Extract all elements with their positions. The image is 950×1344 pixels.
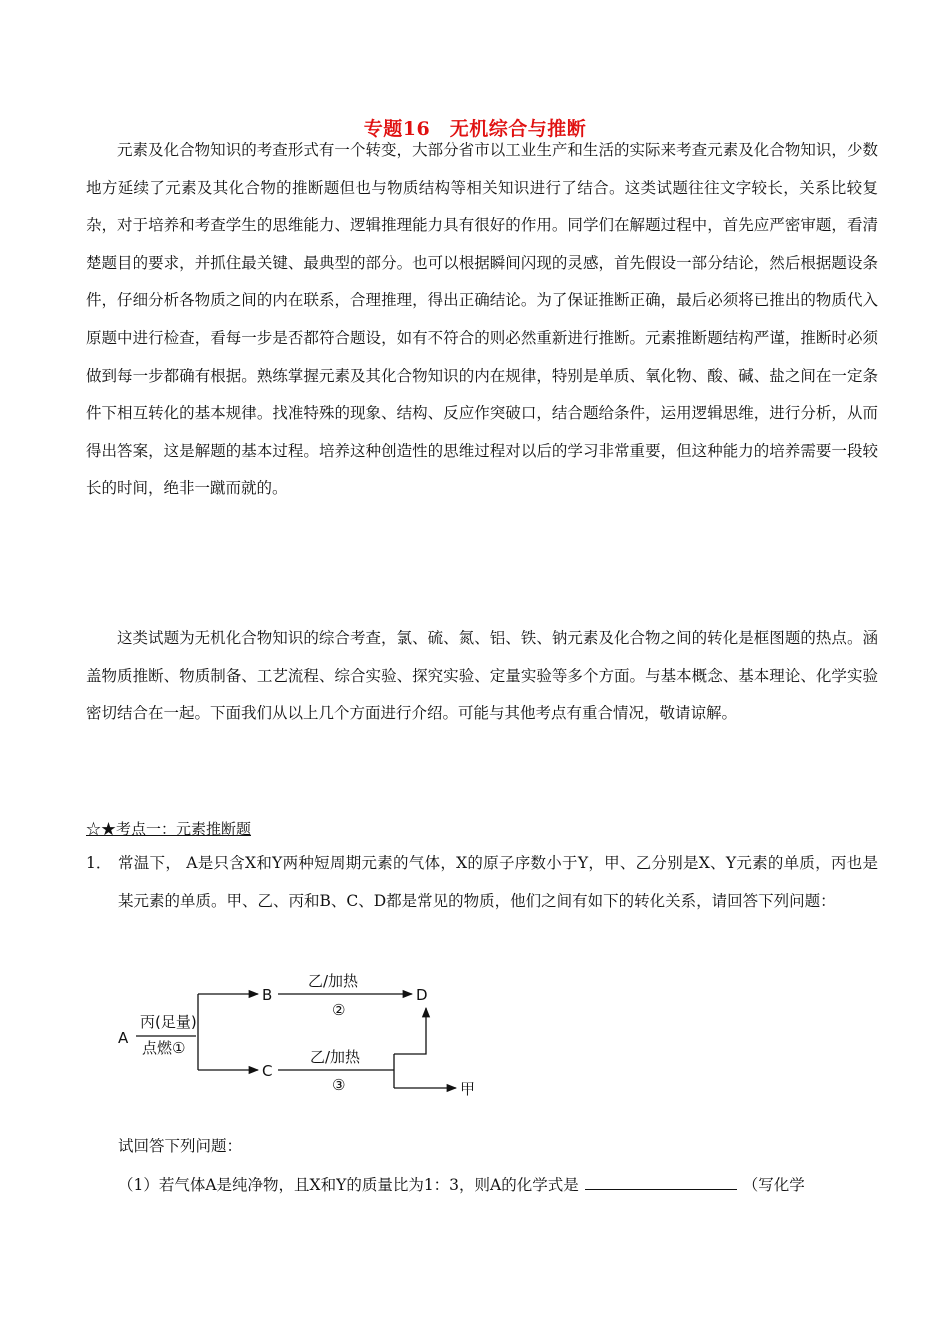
node-b: B xyxy=(262,986,273,1004)
question-1 xyxy=(86,845,878,920)
answer-blank[interactable] xyxy=(585,1173,737,1190)
answer-prompt: 试回答下列问题： xyxy=(118,1137,243,1155)
sub-question-1 xyxy=(118,1167,805,1205)
sub-question-1-tail: （写化学 xyxy=(742,1176,805,1194)
cond-c-top: 乙/加热 xyxy=(310,1048,361,1066)
question-text: 常温下， A是只含X和Y两种短周期元素的气体，X的原子序数小于Y，甲、乙分别是X、Y元素的单质，丙也是某元素的单质。甲、乙、丙和B、C、D都是常见的物质，他们之间有如下的转化关系，请回答下列问题： xyxy=(118,854,878,910)
conversion-diagram xyxy=(110,970,490,1105)
cond-b-top: 乙/加热 xyxy=(308,972,359,990)
arrow-to-d-up xyxy=(394,1008,426,1054)
node-jia: 甲 xyxy=(460,1080,476,1098)
section-heading: ☆★考点一：元素推断题 xyxy=(86,820,252,838)
cond-b-bottom: ② xyxy=(332,1001,346,1019)
cond-a-bottom: 点燃① xyxy=(142,1039,186,1057)
node-a: A xyxy=(118,1029,129,1047)
intro-paragraph: 元素及化合物知识的考查形式有一个转变，大部分省市以工业生产和生活的实际来考查元素及化合物知识，少数地方延续了元素及其化合物的推断题但也与物质结构等相关知识进行了结合。这类试题往往文字较长，关系比较复杂，对于培养和考查学生的思维能力、逻辑推理能力具有很好的作用。同学们在解题过程中，首先应严密审题，看清楚题目的要求，并抓住最关键、最典型的部分。也可以根据瞬间闪现的灵感，首先假设一部分结论，然后根据题设条件，仔细分析各物质之间的内在联系，合理推理，得出正确结论。为了保证推断正确，最后必须将已推出的物质代入原题中进行检查，看每一步是否都符合题设，如有不符合的则必然重新进行推断。元素推断题结构严谨，推断时必须做到每一步都确有根据。熟练掌握元素及其化合物知识的内在规律，特别是单质、氧化物、酸、碱、盐之间在一定条件下相互转化的基本规律。找准特殊的现象、结构、反应作突破口，结合题给条件，运用逻辑思维，进行分析，从而得出答案，这是解题的基本过程。培养这种创造性的思维过程对以后的学习非常重要，但这种能力的培养需要一段较长的时间，绝非一蹴而就的。 xyxy=(86,141,878,498)
question-number: 1． xyxy=(86,854,112,872)
node-d: D xyxy=(416,986,428,1004)
cond-c-bottom: ③ xyxy=(332,1076,346,1094)
sub-question-1-text: （1）若气体A是纯净物，且X和Y的质量比为1：3，则A的化学式是 xyxy=(118,1176,579,1194)
second-paragraph: 这类试题为无机化合物知识的综合考查，氯、硫、氮、铝、铁、钠元素及化合物之间的转化是框图题的热点。涵盖物质推断、物质制备、工艺流程、综合实验、探究实验、定量实验等多个方面。与基本概念、基本理论、化学实验密切结合在一起。下面我们从以上几个方面进行介绍。可能与其他考点有重合情况，敬请谅解。 xyxy=(86,629,878,723)
cond-a-top: 丙(足量) xyxy=(140,1013,197,1031)
page-title: 专题16 无机综合与推断 xyxy=(363,118,587,140)
node-c: C xyxy=(262,1062,273,1080)
